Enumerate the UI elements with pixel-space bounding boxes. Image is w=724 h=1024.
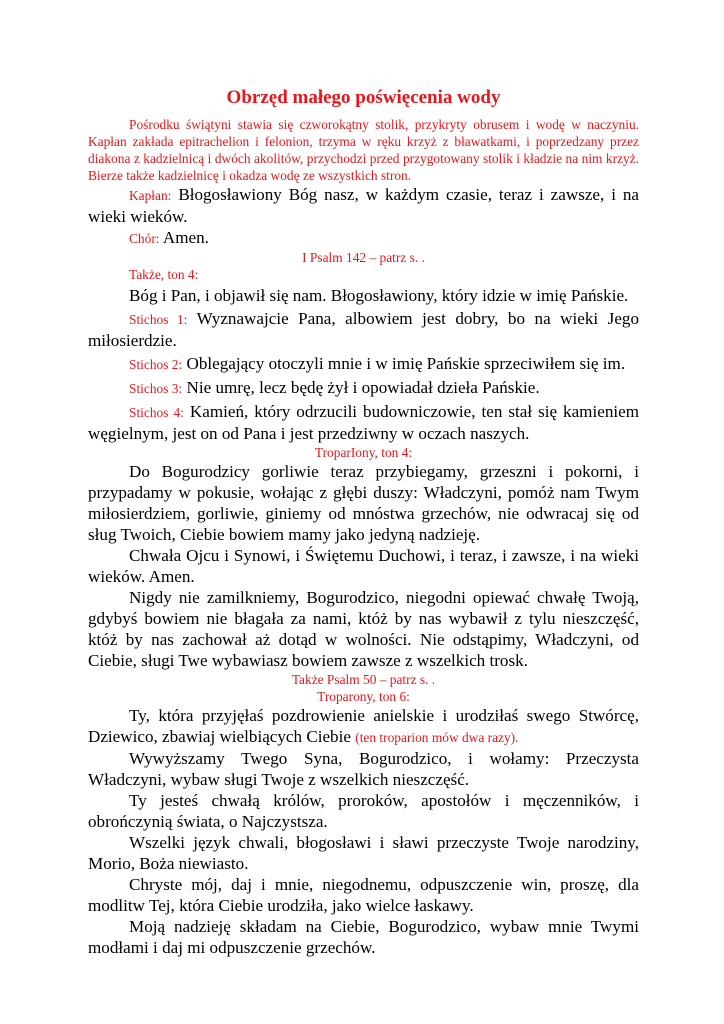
god-lord-verse: Bóg i Pan, i objawił się nam. Błogosławiony, który idzie w imię Pańskie. xyxy=(129,286,629,305)
stichos-3-text: Nie umrę, lecz będę żył i opowiadał dzieła Pańskie. xyxy=(186,378,540,397)
stichos-3-label: Stichos 3: xyxy=(129,381,183,396)
troparion-4: Wywyższamy Twego Syna, Bogurodzico, i wołamy: Przeczysta Władczyni, wybaw sługi Twoje z wszelkich nieszczęść. xyxy=(88,749,639,789)
priest-text: Błogosławiony Bóg nasz, w każdym czasie, teraz i zawsze, i na wieki wieków. xyxy=(88,185,639,226)
troparion-3-rubric: (ten troparion mów dwa razy). xyxy=(355,730,519,745)
psalm142-heading: I Psalm 142 – patrz s. . xyxy=(302,250,425,265)
choir-response xyxy=(88,227,639,249)
psalm50-heading: Także Psalm 50 – patrz s. . xyxy=(291,672,436,687)
choir-text: Amen. xyxy=(162,228,209,247)
stichos-1-text: Wyznawajcie Pana, albowiem jest dobry, bo na wieki Jego miłosierdzie. xyxy=(88,309,640,350)
stichos-3 xyxy=(88,377,639,399)
stichos-2-label: Stichos 2: xyxy=(129,357,183,372)
troparion-2: Nigdy nie zamilkniemy, Bogurodzico, niegodni opiewać chwałę Twoją, gdybyś bowiem nie błagała za nami, któż by nas wybawił z tylu nieszczęść, któż by nas zachował aż dotąd w wolności. Nie odstąpimy, Władczyni, od Ciebie, sługi Twe wybawiasz bowiem zawsze z wszelkich trosk. xyxy=(88,588,639,670)
choir-label: Chór: xyxy=(129,231,160,246)
intro-rubric: Pośrodku świątyni stawia się czworokątny stolik, przykryty obrusem i wodę w naczyniu. Kapłan zakłada epitrachelion i felonion, trzyma w ręku krzyż z bławatkami, i poprzedzany przez diakona z kadzielnicą i dwóch akolitów, przychodzi przed przygotowany stolik i kładzie na nim krzyż. Bierze także kadzielnicę i okadza wodę ze wszystkich stron. xyxy=(88,117,639,183)
also-tone4-rubric: Także, ton 4: xyxy=(129,267,199,282)
troparion-6: Wszelki język chwali, błogosławi i sławi przeczyste Twoje narodziny, Morio, Boża niewiasto. xyxy=(88,833,639,873)
stichos-2-text: Oblegający otoczyli mnie i w imię Pańskie sprzeciwiłem się im. xyxy=(186,354,626,373)
priest-exclamation xyxy=(88,184,639,227)
stichos-4-text: Kamień, który odrzucili budowniczowie, ten stał się kamieniem węgielnym, jest on od Pana i jest przedziwny w oczach naszych. xyxy=(88,402,639,443)
troparion-3 xyxy=(88,705,639,748)
troparia-tone6-heading: Troparony, ton 6: xyxy=(317,689,410,704)
troparion-8: Moją nadzieję składam na Ciebie, Bogurodzico, wybaw mnie Twymi modłami i daj mi odpuszczenie grzechów. xyxy=(88,917,639,957)
document-title: Obrzęd małego poświęcenia wody xyxy=(226,87,501,108)
stichos-4-label: Stichos 4: xyxy=(129,405,184,420)
glory-doxology: Chwała Ojcu i Synowi, i Świętemu Duchowi, i teraz, i zawsze, i na wieki wieków. Amen. xyxy=(88,546,639,586)
troparion-3-text: Ty, która przyjęłaś pozdrowienie anielskie i urodziłaś swego Stwórcę, Dziewico, zbawiaj wielbiących Ciebie xyxy=(88,706,639,746)
stichos-1-label: Stichos 1: xyxy=(129,312,188,327)
troparia-tone4-heading: TroparIony, ton 4: xyxy=(314,445,413,460)
priest-label: Kapłan: xyxy=(129,188,172,203)
troparion-5: Ty jesteś chwałą królów, proroków, apostołów i męczenników, i obrończynią świata, o Najczystsza. xyxy=(88,791,639,831)
troparion-1: Do Bogurodzicy gorliwie teraz przybiegamy, grzeszni i pokorni, i przypadamy w pokusie, wołając z głębi duszy: Władczyni, pomóż nam Twym miłosierdziem, gorliwie, giniemy od mnóstwa grzechów, nie odwracaj się od sług Twoich, Ciebie bowiem mamy jako jedyną nadzieję. xyxy=(88,462,639,544)
stichos-4 xyxy=(88,401,639,444)
stichos-2 xyxy=(88,353,639,375)
stichos-1 xyxy=(88,308,639,351)
troparion-7: Chryste mój, daj i mnie, niegodnemu, odpuszczenie win, proszę, dla modlitw Tej, która Ciebie urodziła, jako wielce łaskawy. xyxy=(88,875,639,915)
